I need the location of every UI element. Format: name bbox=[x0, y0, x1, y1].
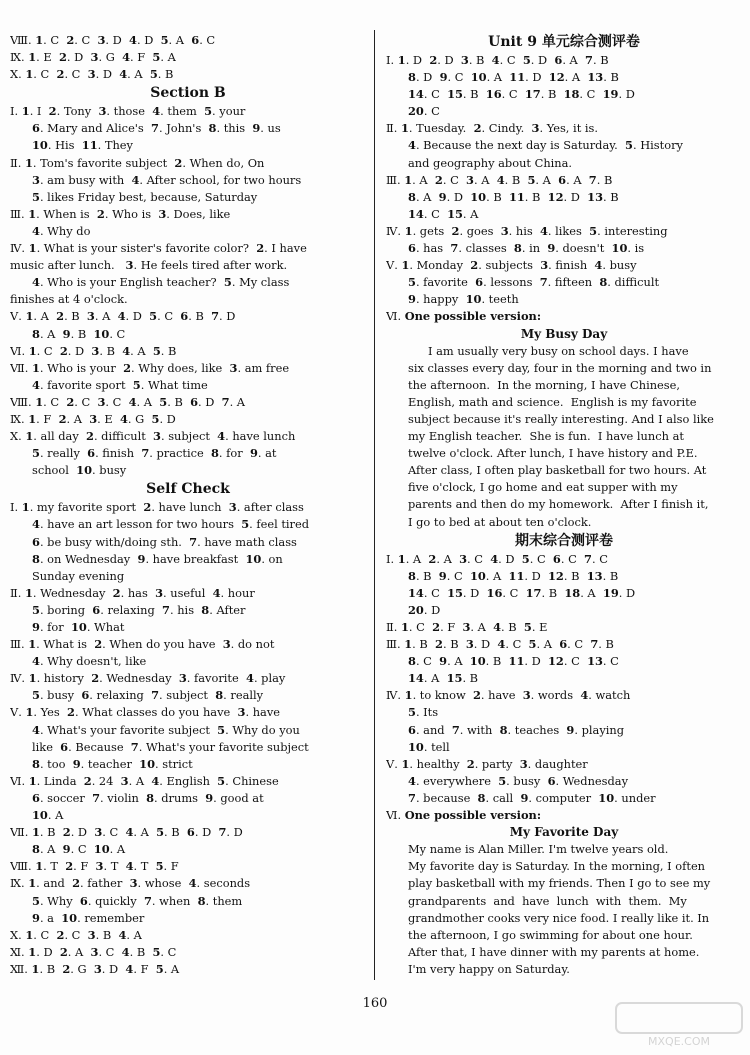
answer-line: music after lunch. 3. He feels tired after work. bbox=[10, 258, 288, 273]
answer-line: 8. A 9. C 10. A bbox=[32, 842, 126, 857]
answer-line: 20. D bbox=[408, 602, 441, 617]
answer-line: Ⅳ. 1. What is your sister's favorite color? 2. I have bbox=[10, 241, 307, 256]
right-column bbox=[386, 32, 742, 978]
answer-line: play basketball with my friends. Then I go to see my bbox=[408, 876, 711, 891]
answer-line: 14. A 15. B bbox=[408, 671, 479, 686]
answer-line: 8. on Wednesday 9. have breakfast 10. on bbox=[32, 551, 283, 566]
answer-line: grandparents and have lunch with them. My bbox=[408, 893, 687, 908]
essay-title: My Favorite Day bbox=[509, 825, 619, 840]
answer-line: My favorite day is Saturday. In the morning, I often bbox=[408, 859, 706, 874]
answer-line: Ⅴ. 1. healthy 2. party 3. daughter bbox=[386, 756, 588, 771]
answer-line: 6. Mary and Alice's 7. John's 8. this 9. us bbox=[32, 121, 281, 136]
answer-line: Ⅴ. 1. Yes 2. What classes do you have 3. have bbox=[10, 705, 280, 720]
answer-line: twelve o'clock. After lunch, I have history and P.E. bbox=[408, 446, 698, 461]
section-heading: Unit 9 单元综合测评卷 bbox=[488, 34, 640, 50]
answer-line: 6. has 7. classes 8. in 9. doesn't 10. is bbox=[408, 241, 645, 256]
answer-line: Ⅱ. 1. Wednesday 2. has 3. useful 4. hour bbox=[10, 585, 255, 600]
answer-line: Ⅴ. 1. Monday 2. subjects 3. finish 4. busy bbox=[386, 258, 637, 273]
answer-line: 5. busy 6. relaxing 7. subject 8. really bbox=[32, 688, 264, 703]
answer-line: Ⅸ. 1. E 2. D 3. G 4. F 5. A bbox=[10, 50, 176, 65]
answer-line: 9. for 10. What bbox=[32, 620, 125, 634]
answer-line: 4. favorite sport 5. What time bbox=[32, 377, 208, 392]
answer-line: 6. be busy with/doing sth. 7. have math class bbox=[32, 534, 297, 549]
answer-line: 4. Because the next day is Saturday. 5. History bbox=[408, 138, 683, 153]
answer-line: Ⅺ. 1. D 2. A 3. C 4. B 5. C bbox=[10, 944, 177, 959]
page-number: 160 bbox=[362, 996, 388, 1011]
answer-line: 4. have an art lesson for two hours 5. feel tired bbox=[32, 517, 310, 532]
watermark-text: MXQE.COM bbox=[648, 1035, 710, 1048]
answer-line: 14. C 15. B 16. C 17. B 18. C 19. D bbox=[408, 87, 635, 102]
section-heading: Section B bbox=[150, 85, 226, 102]
answer-line: Ⅷ. 1. C 2. C 3. D 4. D 5. A 6. C bbox=[10, 33, 216, 47]
answer-line: Ⅵ. 1. C 2. D 3. B 4. A 5. B bbox=[10, 343, 177, 358]
answer-line: Ⅶ. 1. Who is your 2. Why does, like 3. am free bbox=[10, 360, 290, 375]
answer-line: My name is Alan Miller. I'm twelve years old. bbox=[408, 842, 669, 857]
answer-line: Ⅶ. 1. B 2. D 3. C 4. A 5. B 6. D 7. D bbox=[10, 825, 243, 840]
answer-line: the afternoon. In the morning, I have Chinese, bbox=[408, 377, 681, 392]
answer-line: 8. C 9. A 10. B 11. D 12. C 13. C bbox=[408, 654, 619, 669]
answer-line: 10. His 11. They bbox=[32, 138, 133, 153]
answer-line: 5. really 6. finish 7. practice 8. for 9. at bbox=[32, 446, 277, 461]
answer-line: Ⅲ. 1. What is 2. When do you have 3. do not bbox=[10, 637, 275, 652]
answer-line: Ⅰ. 1. I 2. Tony 3. those 4. them 5. your bbox=[10, 104, 246, 119]
essay-title: My Busy Day bbox=[520, 326, 608, 341]
answer-line: 8. A 9. B 10. C bbox=[32, 326, 126, 341]
answer-line: Ⅱ. 1. Tuesday. 2. Cindy. 3. Yes, it is. bbox=[386, 121, 599, 136]
answer-line: Ⅹ. 1. C 2. C 3. D 4. A 5. B bbox=[10, 67, 174, 82]
answer-line: Ⅰ. 1. A 2. A 3. C 4. D 5. C 6. C 7. C bbox=[386, 551, 608, 566]
answer-line: 5. boring 6. relaxing 7. his 8. After bbox=[32, 602, 246, 617]
answer-line: 4. Why do bbox=[32, 223, 91, 238]
answer-line: 10. tell bbox=[408, 739, 450, 754]
answer-line: I go to bed at about ten o'clock. bbox=[408, 514, 592, 529]
answer-line: 14. C 15. A bbox=[408, 206, 479, 221]
answer-line: Sunday evening bbox=[32, 568, 125, 583]
answer-line: Ⅵ. One possible version: bbox=[386, 309, 542, 324]
answer-line: Ⅸ. 1. F 2. A 3. E 4. G 5. D bbox=[10, 411, 176, 426]
answer-line: grandmother cooks very nice food. I really like it. In bbox=[408, 910, 710, 925]
answer-line: like 6. Because 7. What's your favorite subject bbox=[32, 739, 309, 754]
answer-line: 9. a 10. remember bbox=[32, 910, 145, 925]
answer-line: Ⅰ. 1. my favorite sport 2. have lunch 3. after class bbox=[10, 500, 304, 515]
answer-line: 5. Its bbox=[408, 705, 439, 720]
answer-line: Ⅳ. 1. gets 2. goes 3. his 4. likes 5. interesting bbox=[386, 223, 668, 238]
answer-line: Ⅲ. 1. A 2. C 3. A 4. B 5. A 6. A 7. B bbox=[386, 172, 613, 187]
answer-line: five o'clock, I go home and eat supper with my bbox=[408, 480, 678, 495]
answer-line: finishes at 4 o'clock. bbox=[10, 292, 128, 307]
answer-line: 8. B 9. C 10. A 11. D 12. B 13. B bbox=[408, 568, 619, 583]
answer-line: 6. soccer 7. violin 8. drums 9. good at bbox=[32, 790, 264, 805]
answer-line: school 10. busy bbox=[32, 463, 127, 478]
answer-line: 6. and 7. with 8. teaches 9. playing bbox=[408, 722, 625, 737]
answer-line: six classes every day, four in the morning and two in bbox=[408, 360, 712, 375]
answer-line: 8. A 9. D 10. B 11. B 12. D 13. B bbox=[408, 189, 619, 204]
answer-line: Ⅲ. 1. B 2. B 3. D 4. C 5. A 6. C 7. B bbox=[386, 637, 614, 652]
answer-line: Ⅳ. 1. to know 2. have 3. words 4. watch bbox=[386, 688, 631, 703]
column-divider bbox=[374, 30, 375, 980]
answer-line: Ⅱ. 1. C 2. F 3. A 4. B 5. E bbox=[386, 620, 548, 634]
answer-line: Ⅷ. 1. T 2. F 3. T 4. T 5. F bbox=[10, 859, 179, 874]
answer-line: 7. because 8. call 9. computer 10. under bbox=[408, 790, 656, 805]
answer-line: parents and then do my homework. After I finish it, bbox=[408, 497, 709, 512]
answer-line: After that, I have dinner with my parents at home. bbox=[408, 944, 700, 959]
answer-line: 4. Who is your English teacher? 5. My class bbox=[32, 275, 290, 290]
answer-line: Ⅴ. 1. A 2. B 3. A 4. D 5. C 6. B 7. D bbox=[10, 309, 236, 324]
answer-line: 4. What's your favorite subject 5. Why do you bbox=[32, 722, 300, 737]
answer-line: 5. likes Friday best, because, Saturday bbox=[32, 189, 258, 204]
answer-line: Ⅳ. 1. history 2. Wednesday 3. favorite 4. play bbox=[10, 671, 286, 686]
answer-line: Ⅱ. 1. Tom's favorite subject 2. When do, On bbox=[10, 155, 265, 170]
answer-line: 8. D 9. C 10. A 11. D 12. A 13. B bbox=[408, 70, 619, 85]
answer-line: 3. am busy with 4. After school, for two hours bbox=[32, 172, 302, 187]
left-column bbox=[10, 32, 366, 978]
answer-line: 4. Why doesn't, like bbox=[32, 654, 147, 669]
answer-line: Ⅸ. 1. and 2. father 3. whose 4. seconds bbox=[10, 876, 251, 891]
answer-line: my English teacher. She is fun. I have lunch at bbox=[408, 429, 684, 444]
section-heading: Self Check bbox=[146, 481, 230, 498]
answer-line: I'm very happy on Saturday. bbox=[408, 961, 570, 976]
answer-line: 10. A bbox=[32, 808, 64, 823]
answer-line: English, math and science. English is my favorite bbox=[408, 394, 697, 409]
answer-line: Ⅹ. 1. all day 2. difficult 3. subject 4. have lunch bbox=[10, 429, 296, 444]
answer-line: and geography about China. bbox=[408, 155, 573, 170]
answer-line: Ⅷ. 1. C 2. C 3. C 4. A 5. B 6. D 7. A bbox=[10, 394, 246, 409]
answer-line: 9. happy 10. teeth bbox=[408, 292, 519, 307]
answer-line: 5. Why 6. quickly 7. when 8. them bbox=[32, 893, 243, 908]
answer-line: Ⅻ. 1. B 2. G 3. D 4. F 5. A bbox=[10, 961, 180, 976]
answer-line: 14. C 15. D 16. C 17. B 18. A 19. D bbox=[408, 585, 636, 600]
answer-line: I am usually very busy on school days. I have bbox=[428, 343, 689, 358]
answer-line: Ⅵ. One possible version: bbox=[386, 808, 542, 823]
answer-line: 4. everywhere 5. busy 6. Wednesday bbox=[408, 773, 629, 788]
answer-line: Ⅰ. 1. D 2. D 3. B 4. C 5. D 6. A 7. B bbox=[386, 53, 609, 67]
answer-line: Ⅲ. 1. When is 2. Who is 3. Does, like bbox=[10, 206, 231, 221]
section-heading: 期末综合测评卷 bbox=[515, 532, 613, 549]
answer-line: Ⅹ. 1. C 2. C 3. B 4. A bbox=[10, 927, 142, 942]
answer-line: Ⅵ. 1. Linda 2. 24 3. A 4. English 5. Chinese bbox=[10, 773, 279, 788]
answer-line: subject because it's really interesting. And I also like bbox=[408, 411, 714, 426]
answer-line: 20. C bbox=[408, 104, 440, 119]
answer-line: the afternoon, I go swimming for about one hour. bbox=[408, 927, 693, 942]
answer-line: 5. favorite 6. lessons 7. fifteen 8. difficult bbox=[408, 275, 660, 290]
answer-line: 8. too 9. teacher 10. strict bbox=[32, 756, 193, 771]
watermark-logo bbox=[614, 1001, 744, 1049]
answer-line: After class, I often play basketball for two hours. At bbox=[408, 463, 707, 478]
